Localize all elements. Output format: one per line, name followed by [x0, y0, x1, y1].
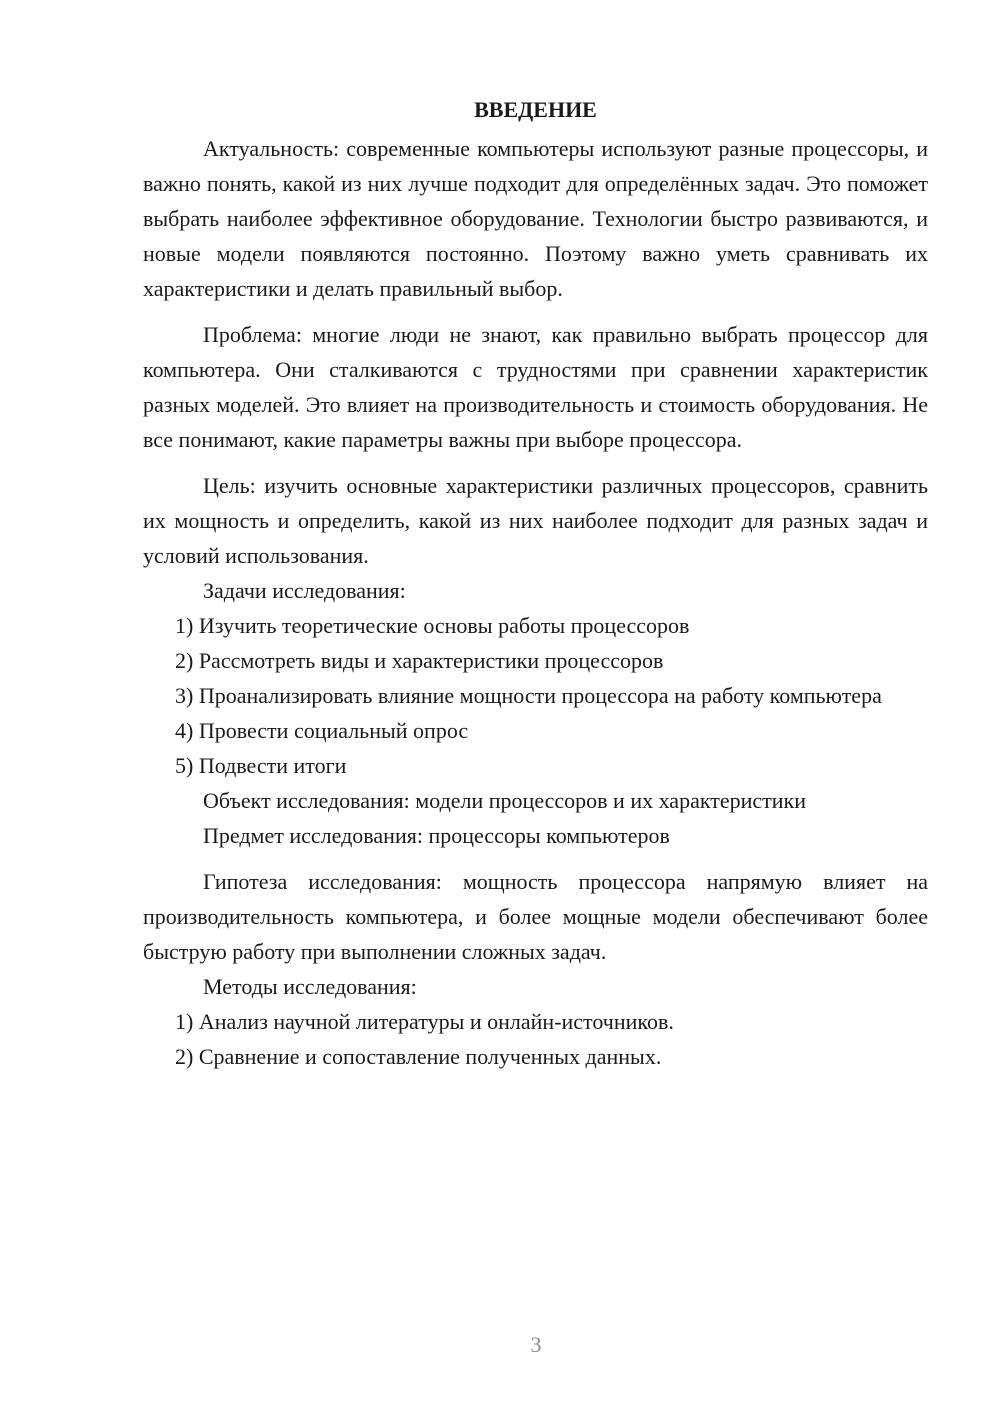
hypothesis-paragraph: Гипотеза исследования: мощность процессора напрямую влияет на производительность компьютера, и более мощные модели обеспечивают более быструю работу при выполнении сложных задач. [143, 869, 928, 964]
method-item: 2) Сравнение и сопоставление полученных данных. [175, 1044, 662, 1069]
page-content [143, 92, 928, 1074]
method-item: 1) Анализ научной литературы и онлайн-источников. [175, 1009, 674, 1034]
task-item: 5) Подвести итоги [175, 753, 347, 778]
relevance-paragraph: Актуальность: современные компьютеры используют разные процессоры, и важно понять, какой из них лучше подходит для определённых задач. Это поможет выбрать наиболее эффективное оборудование. Технологии быстро развиваются, и новые модели появляются постоянно. Поэтому важно уметь сравнивать их характеристики и делать правильный выбор. [143, 136, 928, 301]
research-subject: Предмет исследования: процессоры компьютеров [203, 823, 670, 848]
task-item: 4) Провести социальный опрос [175, 718, 469, 743]
problem-paragraph: Проблема: многие люди не знают, как правильно выбрать процессор для компьютера. Они сталкиваются с трудностями при сравнении характеристик разных моделей. Это влияет на производительность и стоимость оборудования. Не все понимают, какие параметры важны при выборе процессора. [143, 322, 928, 452]
page-number: 3 [530, 1332, 542, 1357]
task-item: 2) Рассмотреть виды и характеристики процессоров [175, 648, 664, 673]
tasks-heading: Задачи исследования: [203, 578, 406, 603]
section-title: ВВЕДЕНИЕ [474, 97, 597, 122]
task-item: 3) Проанализировать влияние мощности процессора на работу компьютера [175, 683, 882, 708]
research-object: Объект исследования: модели процессоров и их характеристики [203, 788, 807, 813]
methods-heading: Методы исследования: [203, 974, 417, 999]
goal-paragraph: Цель: изучить основные характеристики различных процессоров, сравнить их мощность и определить, какой из них наиболее подходит для разных задач и условий использования. [143, 473, 928, 568]
task-item: 1) Изучить теоретические основы работы процессоров [175, 613, 690, 638]
